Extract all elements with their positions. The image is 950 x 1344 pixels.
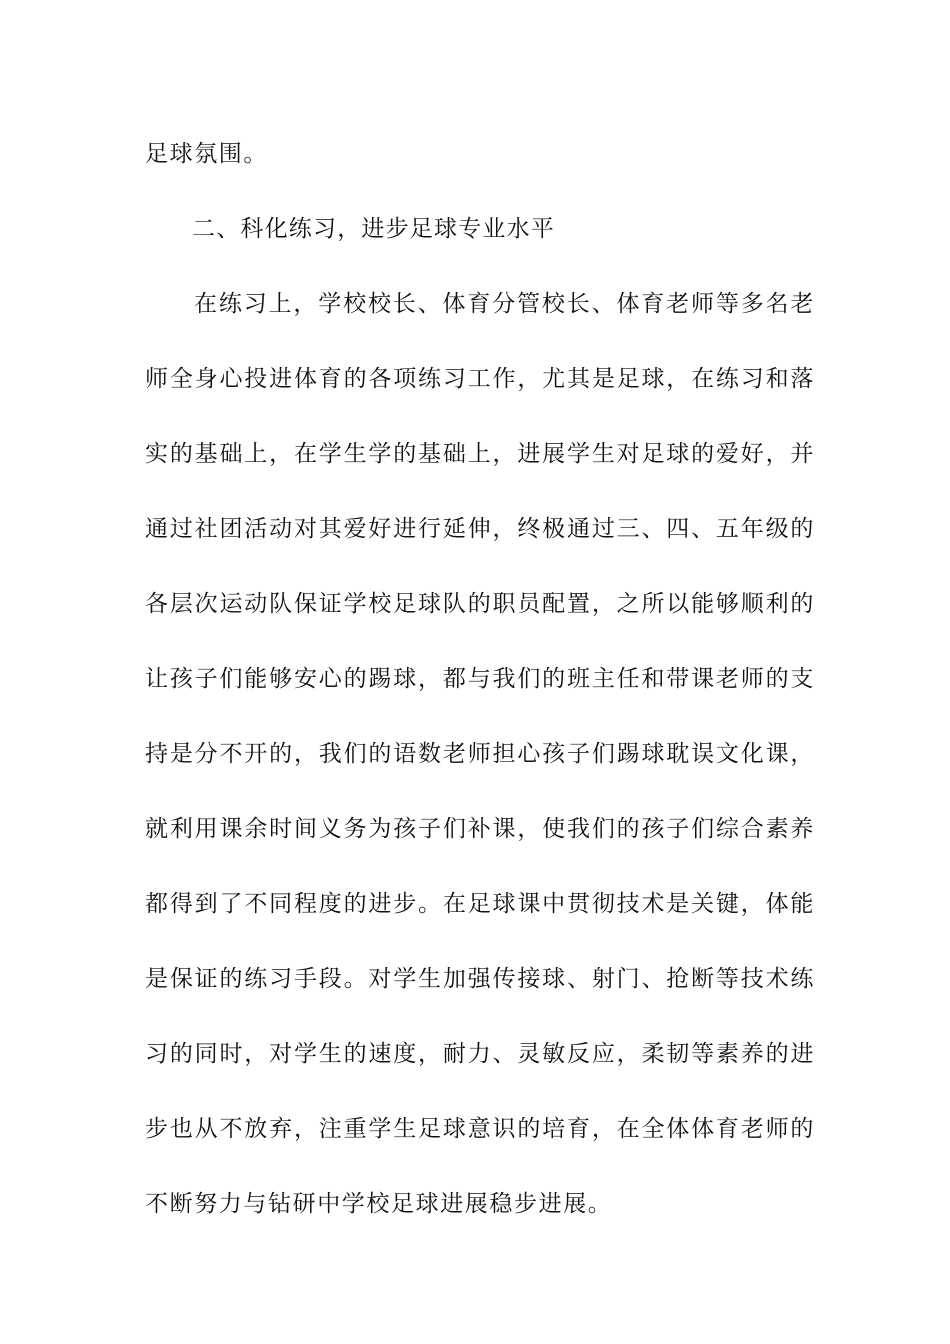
- text-line-continuation: 足球氛围。: [145, 141, 268, 167]
- paragraph-line-6: 让孩子们能够安心的踢球，都与我们的班主任和带课老师的支: [145, 666, 815, 692]
- paragraph-line-1: 在练习上，学校校长、体育分管校长、体育老师等多名老: [194, 291, 815, 317]
- paragraph-line-13: 不断努力与钻研中学校足球进展稳步进展。: [145, 1191, 613, 1217]
- paragraph-line-3: 实的基础上，在学生学的基础上，进展学生对足球的爱好，并: [145, 441, 815, 467]
- paragraph-line-9: 都得到了不同程度的进步。在足球课中贯彻技术是关键，体能: [145, 891, 815, 917]
- section-heading: 二、科化练习，进步足球专业水平: [192, 216, 555, 242]
- paragraph-line-12: 步也从不放弃，注重学生足球意识的培育，在全体体育老师的: [145, 1116, 815, 1142]
- paragraph-line-8: 就利用课余时间义务为孩子们补课，使我们的孩子们综合素养: [145, 816, 815, 842]
- paragraph-line-7: 持是分不开的，我们的语数老师担心孩子们踢球耽误文化课，: [145, 741, 815, 767]
- paragraph-line-4: 通过社团活动对其爱好进行延伸，终极通过三、四、五年级的: [145, 516, 815, 542]
- paragraph-line-2: 师全身心投进体育的各项练习工作，尤其是足球，在练习和落: [145, 366, 815, 392]
- paragraph-line-5: 各层次运动队保证学校足球队的职员配置，之所以能够顺利的: [145, 591, 815, 617]
- paragraph-line-10: 是保证的练习手段。对学生加强传接球、射门、抢断等技术练: [145, 966, 815, 992]
- paragraph-line-11: 习的同时，对学生的速度，耐力、灵敏反应，柔韧等素养的进: [145, 1041, 815, 1067]
